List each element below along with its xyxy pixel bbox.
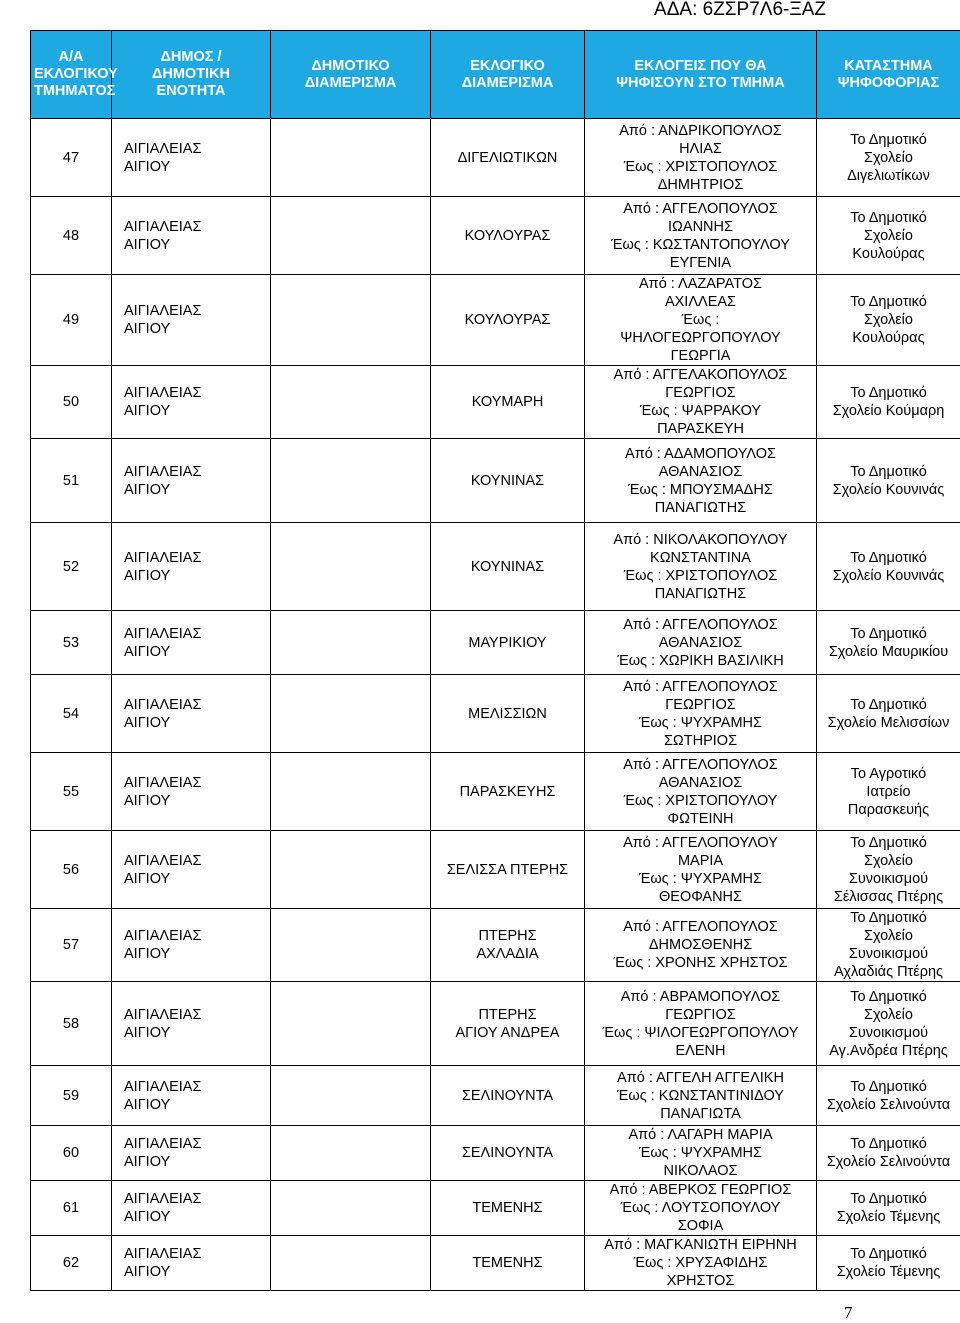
table-row bbox=[31, 982, 960, 1066]
polling-station-cell: Το Δημοτικό Σχολείο Κουλούρας bbox=[817, 197, 960, 275]
electoral-department-cell: ΤΕΜΕΝΗΣ bbox=[431, 1181, 585, 1236]
voters-range-cell: Από : ΑΓΓΕΛΟΠΟΥΛΟΥ ΜΑΡΙΑ Έως : ΨΥΧΡΑΜΗΣ ΘΕΟΦΑΝΗΣ bbox=[585, 831, 817, 909]
polling-station-cell: Το Δημοτικό Σχολείο Κουνινάς bbox=[817, 439, 960, 523]
polling-station-cell: Το Δημοτικό Σχολείο Μαυρικίου bbox=[817, 611, 960, 675]
voters-range-cell: Από : ΑΒΡΑΜΟΠΟΥΛΟΣ ΓΕΩΡΓΙΟΣ Έως : ΨΙΛΟΓΕΩΡΓΟΠΟΥΛΟΥ ΕΛΕΝΗ bbox=[585, 982, 817, 1066]
municipality-cell: ΑΙΓΙΑΛΕΙΑΣ ΑΙΓΙΟΥ bbox=[112, 1066, 271, 1126]
municipality-cell: ΑΙΓΙΑΛΕΙΑΣ ΑΙΓΙΟΥ bbox=[112, 366, 271, 439]
municipal-department-cell bbox=[271, 611, 431, 675]
section-number-cell: 60 bbox=[31, 1126, 112, 1181]
municipality-cell: ΑΙΓΙΑΛΕΙΑΣ ΑΙΓΙΟΥ bbox=[112, 275, 271, 366]
electoral-department-cell: ΠΤΕΡΗΣ ΑΧΛΑΔΙΑ bbox=[431, 909, 585, 982]
col-header-municipality: ΔΗΜΟΣ / ΔΗΜΟΤΙΚΗ ΕΝΟΤΗΤΑ bbox=[112, 31, 271, 119]
table-row bbox=[31, 909, 960, 982]
electoral-department-cell: ΣΕΛΙΝΟΥΝΤΑ bbox=[431, 1066, 585, 1126]
electoral-department-cell: ΚΟΥΝΙΝΑΣ bbox=[431, 523, 585, 611]
section-number-cell: 55 bbox=[31, 753, 112, 831]
table-row bbox=[31, 1066, 960, 1126]
table-row bbox=[31, 1236, 960, 1291]
table-row bbox=[31, 119, 960, 197]
section-number-cell: 47 bbox=[31, 119, 112, 197]
municipality-cell: ΑΙΓΙΑΛΕΙΑΣ ΑΙΓΙΟΥ bbox=[112, 1236, 271, 1291]
voters-range-cell: Από : ΑΒΕΡΚΟΣ ΓΕΩΡΓΙΟΣ Έως : ΛΟΥΤΣΟΠΟΥΛΟΥ ΣΟΦΙΑ bbox=[585, 1181, 817, 1236]
electoral-department-cell: ΚΟΥΜΑΡΗ bbox=[431, 366, 585, 439]
electoral-department-cell: ΠΤΕΡΗΣ ΑΓΙΟΥ ΑΝΔΡΕΑ bbox=[431, 982, 585, 1066]
polling-station-cell: Το Δημοτικό Σχολείο Τέμενης bbox=[817, 1236, 960, 1291]
municipality-cell: ΑΙΓΙΑΛΕΙΑΣ ΑΙΓΙΟΥ bbox=[112, 523, 271, 611]
section-number-cell: 53 bbox=[31, 611, 112, 675]
voters-range-cell: Από : ΑΓΓΕΛΟΠΟΥΛΟΣ ΙΩΑΝΝΗΣ Έως : ΚΩΣΤΑΝΤΟΠΟΥΛΟΥ ΕΥΓΕΝΙΑ bbox=[585, 197, 817, 275]
municipality-cell: ΑΙΓΙΑΛΕΙΑΣ ΑΙΓΙΟΥ bbox=[112, 831, 271, 909]
electoral-department-cell: ΜΑΥΡΙΚΙΟΥ bbox=[431, 611, 585, 675]
table-header-row bbox=[31, 31, 960, 119]
municipal-department-cell bbox=[271, 982, 431, 1066]
municipality-cell: ΑΙΓΙΑΛΕΙΑΣ ΑΙΓΙΟΥ bbox=[112, 197, 271, 275]
col-header-municipal-department: ΔΗΜΟΤΙΚΟ ΔΙΑΜΕΡΙΣΜΑ bbox=[271, 31, 431, 119]
municipal-department-cell bbox=[271, 439, 431, 523]
voters-range-cell: Από : ΑΓΓΕΛΗ ΑΓΓΕΛΙΚΗ Έως : ΚΩΝΣΤΑΝΤΙΝΙΔΟΥ ΠΑΝΑΓΙΩΤΑ bbox=[585, 1066, 817, 1126]
table-row bbox=[31, 197, 960, 275]
electoral-department-cell: ΜΕΛΙΣΣΙΩΝ bbox=[431, 675, 585, 753]
voters-range-cell: Από : ΑΓΓΕΛΟΠΟΥΛΟΣ ΓΕΩΡΓΙΟΣ Έως : ΨΥΧΡΑΜΗΣ ΣΩΤΗΡΙΟΣ bbox=[585, 675, 817, 753]
table-row bbox=[31, 1181, 960, 1236]
municipal-department-cell bbox=[271, 1126, 431, 1181]
municipal-department-cell bbox=[271, 197, 431, 275]
polling-station-cell: Το Δημοτικό Σχολείο Σελινούντα bbox=[817, 1066, 960, 1126]
table-row bbox=[31, 831, 960, 909]
voters-range-cell: Από : ΛΑΖΑΡΑΤΟΣ ΑΧΙΛΛΕΑΣ Έως : ΨΗΛΟΓΕΩΡΓΟΠΟΥΛΟΥ ΓΕΩΡΓΙΑ bbox=[585, 275, 817, 366]
table-row bbox=[31, 523, 960, 611]
polling-station-cell: Το Δημοτικό Σχολείο Τέμενης bbox=[817, 1181, 960, 1236]
table-row bbox=[31, 1126, 960, 1181]
section-number-cell: 51 bbox=[31, 439, 112, 523]
municipal-department-cell bbox=[271, 753, 431, 831]
table-row bbox=[31, 753, 960, 831]
voters-range-cell: Από : ΑΓΓΕΛΟΠΟΥΛΟΣ ΑΘΑΝΑΣΙΟΣ Έως : ΧΡΙΣΤΟΠΟΥΛΟΥ ΦΩΤΕΙΝΗ bbox=[585, 753, 817, 831]
section-number-cell: 61 bbox=[31, 1181, 112, 1236]
municipal-department-cell bbox=[271, 1066, 431, 1126]
municipality-cell: ΑΙΓΙΑΛΕΙΑΣ ΑΙΓΙΟΥ bbox=[112, 1181, 271, 1236]
polling-station-cell: Το Αγροτικό Ιατρείο Παρασκευής bbox=[817, 753, 960, 831]
section-number-cell: 59 bbox=[31, 1066, 112, 1126]
municipality-cell: ΑΙΓΙΑΛΕΙΑΣ ΑΙΓΙΟΥ bbox=[112, 611, 271, 675]
polling-station-cell: Το Δημοτικό Σχολείο Διγελιωτίκων bbox=[817, 119, 960, 197]
municipal-department-cell bbox=[271, 119, 431, 197]
voters-range-cell: Από : ΜΑΓΚΑΝΙΩΤΗ ΕΙΡΗΝΗ Έως : ΧΡΥΣΑΦΙΔΗΣ ΧΡΗΣΤΟΣ bbox=[585, 1236, 817, 1291]
electoral-department-cell: ΠΑΡΑΣΚΕΥΗΣ bbox=[431, 753, 585, 831]
municipality-cell: ΑΙΓΙΑΛΕΙΑΣ ΑΙΓΙΟΥ bbox=[112, 1126, 271, 1181]
municipal-department-cell bbox=[271, 1181, 431, 1236]
polling-station-cell: Το Δημοτικό Σχολείο Μελισσίων bbox=[817, 675, 960, 753]
municipal-department-cell bbox=[271, 675, 431, 753]
municipal-department-cell bbox=[271, 909, 431, 982]
electoral-department-cell: ΚΟΥΝΙΝΑΣ bbox=[431, 439, 585, 523]
municipality-cell: ΑΙΓΙΑΛΕΙΑΣ ΑΙΓΙΟΥ bbox=[112, 753, 271, 831]
municipality-cell: ΑΙΓΙΑΛΕΙΑΣ ΑΙΓΙΟΥ bbox=[112, 982, 271, 1066]
section-number-cell: 50 bbox=[31, 366, 112, 439]
section-number-cell: 54 bbox=[31, 675, 112, 753]
voters-range-cell: Από : ΝΙΚΟΛΑΚΟΠΟΥΛΟΥ ΚΩΝΣΤΑΝΤΙΝΑ Έως : ΧΡΙΣΤΟΠΟΥΛΟΣ ΠΑΝΑΓΙΩΤΗΣ bbox=[585, 523, 817, 611]
electoral-department-cell: ΤΕΜΕΝΗΣ bbox=[431, 1236, 585, 1291]
page-number: 7 bbox=[844, 1303, 853, 1323]
polling-station-cell: Το Δημοτικό Σχολείο Συνοικισμού Αχλαδιάς Πτέρης bbox=[817, 909, 960, 982]
col-header-polling-station: ΚΑΤΑΣΤΗΜΑ ΨΗΦΟΦΟΡΙΑΣ bbox=[817, 31, 960, 119]
municipal-department-cell bbox=[271, 1236, 431, 1291]
table-row bbox=[31, 275, 960, 366]
section-number-cell: 52 bbox=[31, 523, 112, 611]
electoral-department-cell: ΚΟΥΛΟΥΡΑΣ bbox=[431, 275, 585, 366]
municipal-department-cell bbox=[271, 275, 431, 366]
municipal-department-cell bbox=[271, 523, 431, 611]
table-body bbox=[31, 119, 960, 1291]
col-header-voters: ΕΚΛΟΓΕΙΣ ΠΟΥ ΘΑ ΨΗΦΙΣΟΥΝ ΣΤΟ ΤΜΗΜΑ bbox=[585, 31, 817, 119]
voters-range-cell: Από : ΑΓΓΕΛΑΚΟΠΟΥΛΟΣ ΓΕΩΡΓΙΟΣ Έως : ΨΑΡΡΑΚΟΥ ΠΑΡΑΣΚΕΥΗ bbox=[585, 366, 817, 439]
polling-station-cell: Το Δημοτικό Σχολείο Σελινούντα bbox=[817, 1126, 960, 1181]
ada-code: ΑΔΑ: 6ΖΣΡ7Λ6-ΞΑΖ bbox=[654, 0, 826, 20]
municipal-department-cell bbox=[271, 366, 431, 439]
section-number-cell: 57 bbox=[31, 909, 112, 982]
polling-stations-table bbox=[30, 30, 960, 1291]
municipality-cell: ΑΙΓΙΑΛΕΙΑΣ ΑΙΓΙΟΥ bbox=[112, 439, 271, 523]
table-row bbox=[31, 675, 960, 753]
polling-station-cell: Το Δημοτικό Σχολείο Συνοικισμού Σέλισσας Πτέρης bbox=[817, 831, 960, 909]
voters-range-cell: Από : ΑΓΓΕΛΟΠΟΥΛΟΣ ΔΗΜΟΣΘΕΝΗΣ Έως : ΧΡΟΝΗΣ ΧΡΗΣΤΟΣ bbox=[585, 909, 817, 982]
polling-station-cell: Το Δημοτικό Σχολείο Κουνινάς bbox=[817, 523, 960, 611]
voters-range-cell: Από : ΑΓΓΕΛΟΠΟΥΛΟΣ ΑΘΑΝΑΣΙΟΣ Έως : ΧΩΡΙΚΗ ΒΑΣΙΛΙΚΗ bbox=[585, 611, 817, 675]
municipality-cell: ΑΙΓΙΑΛΕΙΑΣ ΑΙΓΙΟΥ bbox=[112, 675, 271, 753]
electoral-department-cell: ΚΟΥΛΟΥΡΑΣ bbox=[431, 197, 585, 275]
voters-range-cell: Από : ΑΝΔΡΙΚΟΠΟΥΛΟΣ ΗΛΙΑΣ Έως : ΧΡΙΣΤΟΠΟΥΛΟΣ ΔΗΜΗΤΡΙΟΣ bbox=[585, 119, 817, 197]
electoral-department-cell: ΣΕΛΙΝΟΥΝΤΑ bbox=[431, 1126, 585, 1181]
col-header-section-number: Α/Α ΕΚΛΟΓΙΚΟΥ ΤΜΗΜΑΤΟΣ bbox=[31, 31, 112, 119]
municipal-department-cell bbox=[271, 831, 431, 909]
section-number-cell: 56 bbox=[31, 831, 112, 909]
section-number-cell: 58 bbox=[31, 982, 112, 1066]
section-number-cell: 49 bbox=[31, 275, 112, 366]
electoral-department-cell: ΔΙΓΕΛΙΩΤΙΚΩΝ bbox=[431, 119, 585, 197]
polling-station-cell: Το Δημοτικό Σχολείο Συνοικισμού Αγ.Ανδρέα Πτέρης bbox=[817, 982, 960, 1066]
table-row bbox=[31, 611, 960, 675]
municipality-cell: ΑΙΓΙΑΛΕΙΑΣ ΑΙΓΙΟΥ bbox=[112, 119, 271, 197]
voters-range-cell: Από : ΑΔΑΜΟΠΟΥΛΟΣ ΑΘΑΝΑΣΙΟΣ Έως : ΜΠΟΥΣΜΑΔΗΣ ΠΑΝΑΓΙΩΤΗΣ bbox=[585, 439, 817, 523]
col-header-electoral-department: ΕΚΛΟΓΙΚΟ ΔΙΑΜΕΡΙΣΜΑ bbox=[431, 31, 585, 119]
section-number-cell: 62 bbox=[31, 1236, 112, 1291]
electoral-department-cell: ΣΕΛΙΣΣΑ ΠΤΕΡΗΣ bbox=[431, 831, 585, 909]
section-number-cell: 48 bbox=[31, 197, 112, 275]
voters-range-cell: Από : ΛΑΓΑΡΗ ΜΑΡΙΑ Έως : ΨΥΧΡΑΜΗΣ ΝΙΚΟΛΑΟΣ bbox=[585, 1126, 817, 1181]
municipality-cell: ΑΙΓΙΑΛΕΙΑΣ ΑΙΓΙΟΥ bbox=[112, 909, 271, 982]
polling-station-cell: Το Δημοτικό Σχολείο Κουλούρας bbox=[817, 275, 960, 366]
table-row bbox=[31, 366, 960, 439]
polling-station-cell: Το Δημοτικό Σχολείο Κούμαρη bbox=[817, 366, 960, 439]
table-row bbox=[31, 439, 960, 523]
